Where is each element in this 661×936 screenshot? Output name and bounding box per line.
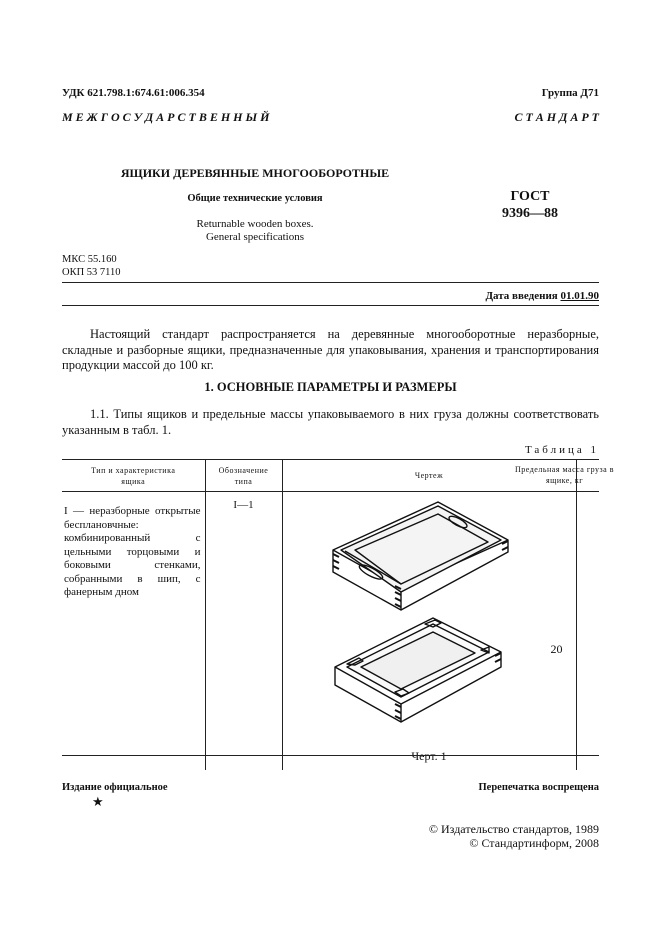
document-title: ЯЩИКИ ДЕРЕВЯННЫЕ МНОГООБОРОТНЫЕ: [120, 166, 390, 180]
effective-date-value: 01.01.90: [560, 290, 599, 302]
udk-code: УДК 621.798.1:674.61:006.354: [62, 87, 205, 99]
row-mass-cell: [550, 492, 599, 771]
english-title-line: Returnable wooden boxes.: [196, 218, 314, 230]
row-mass: 20: [550, 642, 563, 656]
copyright-line: © Стандартинформ, 2008: [469, 836, 599, 850]
row-drawing: [282, 492, 576, 771]
row-designation: I—1: [205, 492, 282, 771]
effective-date-label: Дата введения: [485, 290, 558, 302]
effective-date: [485, 290, 599, 302]
group-code: Группа Д71: [541, 87, 599, 99]
gost-number: 9396—88: [502, 206, 558, 221]
gost-label: ГОСТ: [510, 189, 550, 204]
official-edition: Издание официальное: [62, 782, 168, 793]
table-header-row: [62, 460, 599, 492]
english-title: [100, 218, 410, 244]
divider: [62, 282, 599, 283]
interstate-word: М Е Ж Г О С У Д А Р С Т В Е Н Н Ы Й: [62, 110, 270, 124]
intro-paragraph: Настоящий стандарт распространяется на деревянные многооборотные неразборные, складные и разборные ящики, предназначенные для упаковывания, хранения и транспортирования продукции массой до 100 кг.: [62, 327, 599, 372]
row-type: I — неразборные открытые бесплановчные: комбинированный с цельными торцовыми и боковыми стенками, собранными в шип, с фанерным дном: [62, 492, 205, 771]
divider: [62, 755, 599, 756]
header-drawing: Чертеж: [282, 460, 576, 492]
star-icon: ★: [92, 794, 104, 809]
document-subtitle: Общие технические условия: [187, 193, 323, 204]
interstate-standard-banner: [62, 110, 599, 125]
classification-codes: [62, 253, 121, 279]
header-type: Тип и характеристика ящика: [62, 460, 205, 492]
types-table: [62, 459, 614, 770]
reprint-prohibited: Перепечатка воспрещена: [478, 782, 599, 793]
header-mass: [515, 460, 614, 492]
english-title-line: General specifications: [205, 231, 305, 243]
section-heading: 1. ОСНОВНЫЕ ПАРАМЕТРЫ И РАЗМЕРЫ: [204, 380, 457, 394]
table-caption: Таблица 1: [524, 444, 599, 456]
okp-code: ОКП 53 7110: [62, 267, 121, 278]
header-mass-text: Предельная масса груза в ящике, кг: [515, 465, 614, 485]
divider: [62, 305, 599, 306]
table-row: [62, 492, 599, 771]
mks-code: МКС 55.160: [62, 254, 117, 265]
copyright-block: [429, 822, 599, 850]
gost-designation: [470, 188, 590, 222]
standard-word: С Т А Н Д А Р Т: [514, 110, 599, 124]
copyright-line: © Издательство стандартов, 1989: [428, 822, 599, 836]
box-drawing-illustration: [283, 492, 577, 757]
drawing-caption: Черт. 1: [411, 749, 447, 763]
section-paragraph: 1.1. Типы ящиков и предельные массы упаковываемого в них груза должны соответствовать указанным в табл. 1.: [62, 407, 599, 437]
header-designation: Обозначение типа: [205, 460, 282, 492]
